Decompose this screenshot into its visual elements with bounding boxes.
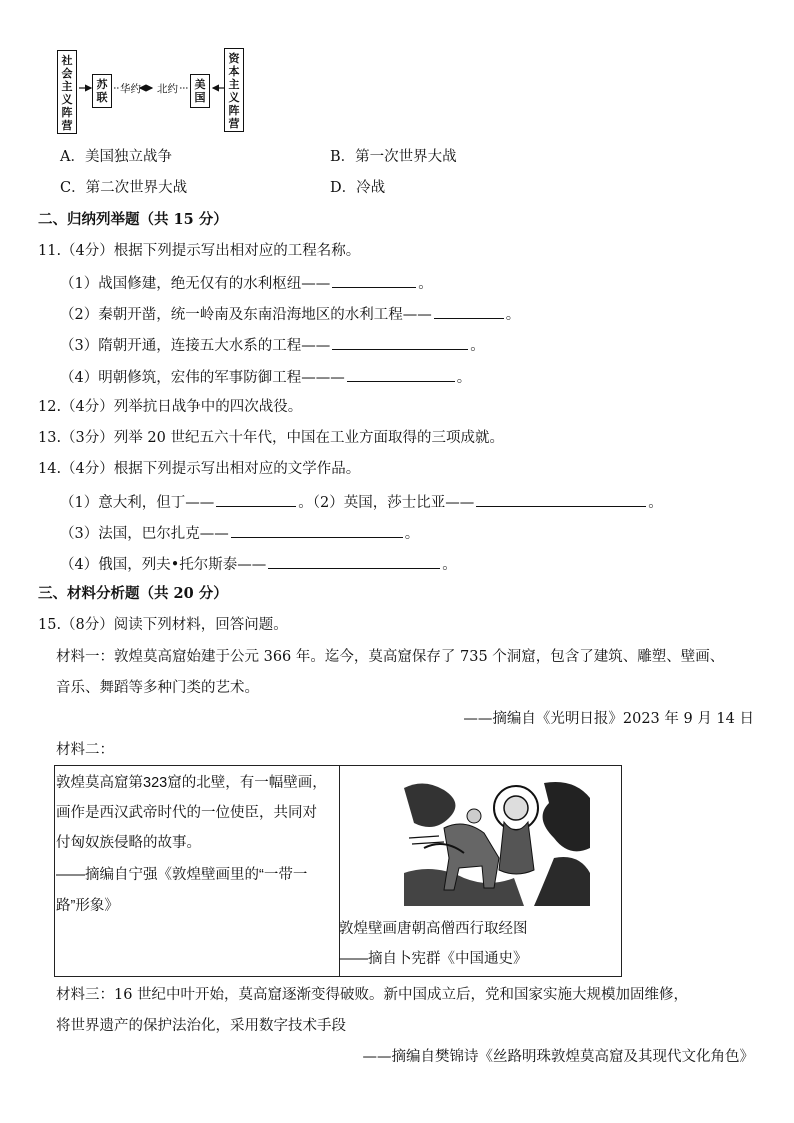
q11-item-2: （2）秦朝开凿，统一岭南及东南沿海地区的水利工程—— 。 bbox=[60, 303, 520, 325]
option-b: B．第一次世界大战 bbox=[330, 149, 457, 165]
q11-item-1: （1）战国修建，绝无仅有的水利枢纽—— 。 bbox=[60, 272, 433, 294]
option-d: D．冷战 bbox=[330, 180, 386, 196]
material-2-left-line-3: 付匈奴族侵略的故事。 bbox=[56, 835, 201, 851]
q11-item-4: （4）明朝修筑，宏伟的军事防御工程——— 。 bbox=[60, 366, 471, 388]
soviet-union-label: 苏联 bbox=[96, 78, 108, 104]
answer-blank[interactable] bbox=[332, 334, 468, 350]
material-2-left-line-2: 画作是西汉武帝时代的一位使臣，共同对 bbox=[56, 805, 317, 821]
table-divider bbox=[339, 766, 340, 976]
q15-stem: 15.（8分）阅读下列材料，回答问题。 bbox=[38, 617, 288, 633]
material-3-source: ——摘编自樊锦诗《丝路明珠敦煌莫高窟及其现代文化角色》 bbox=[362, 1049, 754, 1065]
q14-line-3: （3）法国，巴尔扎克—— 。 bbox=[60, 522, 419, 544]
q14-line-1: （1）意大利，但丁—— 。（2）英国，莎士比亚—— 。 bbox=[60, 491, 663, 513]
answer-blank[interactable] bbox=[347, 366, 455, 382]
material-2-label: 材料二： bbox=[56, 742, 114, 758]
section-2-title: 二、归纳列举题（共 15 分） bbox=[38, 211, 228, 228]
nato-label: 北约 bbox=[157, 83, 178, 95]
q14-line-4: （4）俄国，列夫•托尔斯泰—— 。 bbox=[60, 553, 457, 575]
option-c: C．第二次世界大战 bbox=[60, 180, 188, 196]
q14-stem: 14.（4分）根据下列提示写出相对应的文学作品。 bbox=[38, 461, 361, 477]
answer-blank[interactable] bbox=[231, 522, 403, 538]
dunhuang-mural-image bbox=[404, 778, 590, 906]
material-1-line-1: 材料一：敦煌莫高窟始建于公元 366 年。迄今，莫高窟保存了 735 个洞窟，包含了建筑、雕塑、壁画、 bbox=[56, 649, 725, 665]
material-2-left-line-4: ——摘编自宁强《敦煌壁画里的“一带一 bbox=[56, 867, 308, 883]
warsaw-label: 华约 bbox=[120, 83, 141, 95]
q12-stem: 12.（4分）列举抗日战争中的四次战役。 bbox=[38, 399, 303, 415]
answer-blank[interactable] bbox=[476, 491, 646, 507]
answer-blank[interactable] bbox=[216, 491, 296, 507]
material-2-left-line-1: 敦煌莫高窟第323窟的北壁，有一幅壁画， bbox=[56, 775, 327, 791]
material-2-right-caption: 敦煌壁画唐朝高僧西行取经图 bbox=[339, 921, 528, 937]
material-3-line-1: 材料三：16 世纪中叶开始，莫高窟逐渐变得破败。新中国成立后，党和国家实施大规模加固维修， bbox=[56, 987, 689, 1003]
socialist-camp-label: 社会主义阵营 bbox=[61, 54, 73, 132]
answer-blank[interactable] bbox=[268, 553, 440, 569]
answer-blank[interactable] bbox=[434, 303, 504, 319]
material-1-source: ——摘编自《光明日报》2023 年 9 月 14 日 bbox=[463, 711, 754, 727]
answer-blank[interactable] bbox=[332, 272, 416, 288]
diagram-arrows bbox=[0, 0, 260, 140]
q11-stem: 11.（4分）根据下列提示写出相对应的工程名称。 bbox=[38, 243, 361, 259]
usa-label: 美国 bbox=[194, 78, 206, 104]
section-3-title: 三、材料分析题（共 20 分） bbox=[38, 585, 228, 602]
option-a: A．美国独立战争 bbox=[60, 149, 172, 165]
q11-item-3: （3）隋朝开通，连接五大水系的工程—— 。 bbox=[60, 334, 485, 356]
q13-stem: 13.（3分）列举 20 世纪五六十年代，中国在工业方面取得的三项成就。 bbox=[38, 430, 504, 446]
material-3-line-2: 将世界遗产的保护法治化，采用数字技术手段 bbox=[56, 1018, 346, 1034]
material-2-left-line-5: 路”形象》 bbox=[56, 898, 119, 914]
capitalist-camp-label: 资本主义阵营 bbox=[228, 52, 240, 130]
material-2-right-source: ——摘自卜宪群《中国通史》 bbox=[339, 951, 528, 967]
material-1-line-2: 音乐、舞蹈等多种门类的艺术。 bbox=[56, 680, 259, 696]
